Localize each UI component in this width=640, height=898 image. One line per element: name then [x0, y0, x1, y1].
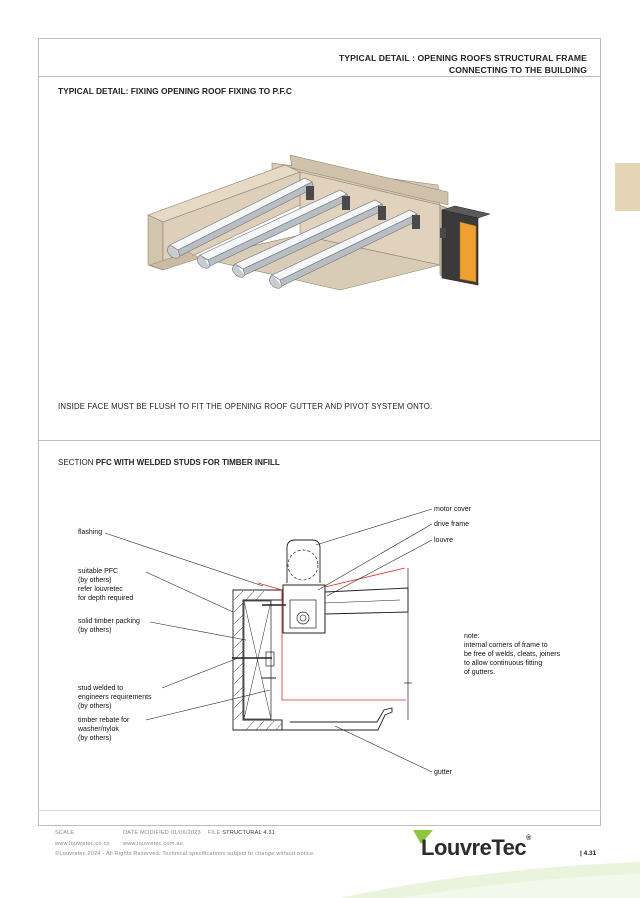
- footer-scale-label: SCALE: [55, 830, 75, 836]
- section1-title: TYPICAL DETAIL: FIXING OPENING ROOF FIXING TO P.F.C: [58, 86, 292, 96]
- logo-wordmark: LouvreTec: [421, 835, 527, 860]
- note-line: note:: [464, 633, 480, 640]
- note-line: internal corners of frame to: [464, 642, 548, 649]
- label-rebate: [78, 716, 129, 743]
- footer-site-au[interactable]: www.louvretec.com.au: [123, 841, 183, 847]
- label-rebate-line: timber rebate for: [78, 717, 130, 724]
- label-pfc-line: for depth required: [78, 595, 134, 602]
- note-line: be free of welds, cleats, joiners: [464, 651, 561, 658]
- footer-date: [123, 830, 275, 836]
- label-stud-line: (by others): [78, 703, 112, 710]
- footer-date-label: DATE MODIFIED: [123, 830, 170, 836]
- label-rebate-line: (by others): [78, 735, 112, 742]
- label-drive-frame: drive frame: [434, 521, 470, 528]
- label-flashing: flashing: [78, 529, 103, 536]
- section2-title: [58, 458, 280, 467]
- section2-prefix: SECTION: [58, 458, 94, 467]
- footer-date-value: 01/06/2023: [170, 830, 201, 836]
- label-packing: [78, 617, 140, 635]
- header-rule: [38, 76, 601, 77]
- label-stud-line: engineers requirements: [78, 694, 152, 701]
- footer-file-value: STRUCTURAL 4.31: [222, 830, 276, 836]
- footer-rule: [38, 810, 601, 811]
- label-stud: [78, 684, 152, 711]
- isometric-render: [0, 100, 640, 400]
- label-pfc: [78, 567, 133, 603]
- label-pfc-line: (by others): [78, 577, 112, 584]
- label-packing-line: solid timber packing: [78, 618, 140, 625]
- label-louvre: louvre: [434, 537, 454, 544]
- drive-frame: [283, 585, 325, 633]
- section2-heading: PFC WITH WELDED STUDS FOR TIMBER INFILL: [95, 458, 280, 467]
- label-pfc-line: suitable PFC: [78, 568, 119, 575]
- logo-registered: ®: [526, 835, 531, 842]
- motor-cover: [287, 540, 320, 583]
- label-rebate-line: washer/nylok: [78, 726, 119, 733]
- header-line-2: CONNECTING TO THE BUILDING: [448, 65, 587, 75]
- section-divider: [38, 440, 601, 441]
- page-number: | 4.31: [580, 850, 597, 857]
- label-packing-line: (by others): [78, 627, 112, 634]
- label-gutter: gutter: [434, 769, 452, 776]
- note-block: [464, 632, 560, 677]
- note-line: of gutters.: [464, 669, 496, 676]
- label-motor-cover: motor cover: [434, 506, 471, 513]
- flashing-line: [258, 568, 406, 700]
- header-line-1: TYPICAL DETAIL : OPENING ROOFS STRUCTURAL FRAME: [338, 53, 587, 63]
- louvre-profile: [325, 588, 408, 614]
- note-line: to allow continuous fitting: [464, 660, 543, 667]
- footer-file-label: FILE: [207, 830, 221, 836]
- section1-note: INSIDE FACE MUST BE FLUSH TO FIT THE OPENING ROOF GUTTER AND PIVOT SYSTEM ONTO.: [58, 402, 433, 411]
- decorative-swoosh: [340, 858, 640, 898]
- label-pfc-line: refer louvretec: [78, 586, 123, 593]
- footer-copyright: ©Louvretec 2024 - All Rights Reserved. Technical specifications subject to change without notice.: [55, 851, 316, 857]
- label-stud-line: stud welded to: [78, 685, 124, 692]
- page-header: [339, 52, 587, 76]
- footer-site-nz[interactable]: www.louvretec.co.nz: [55, 841, 110, 847]
